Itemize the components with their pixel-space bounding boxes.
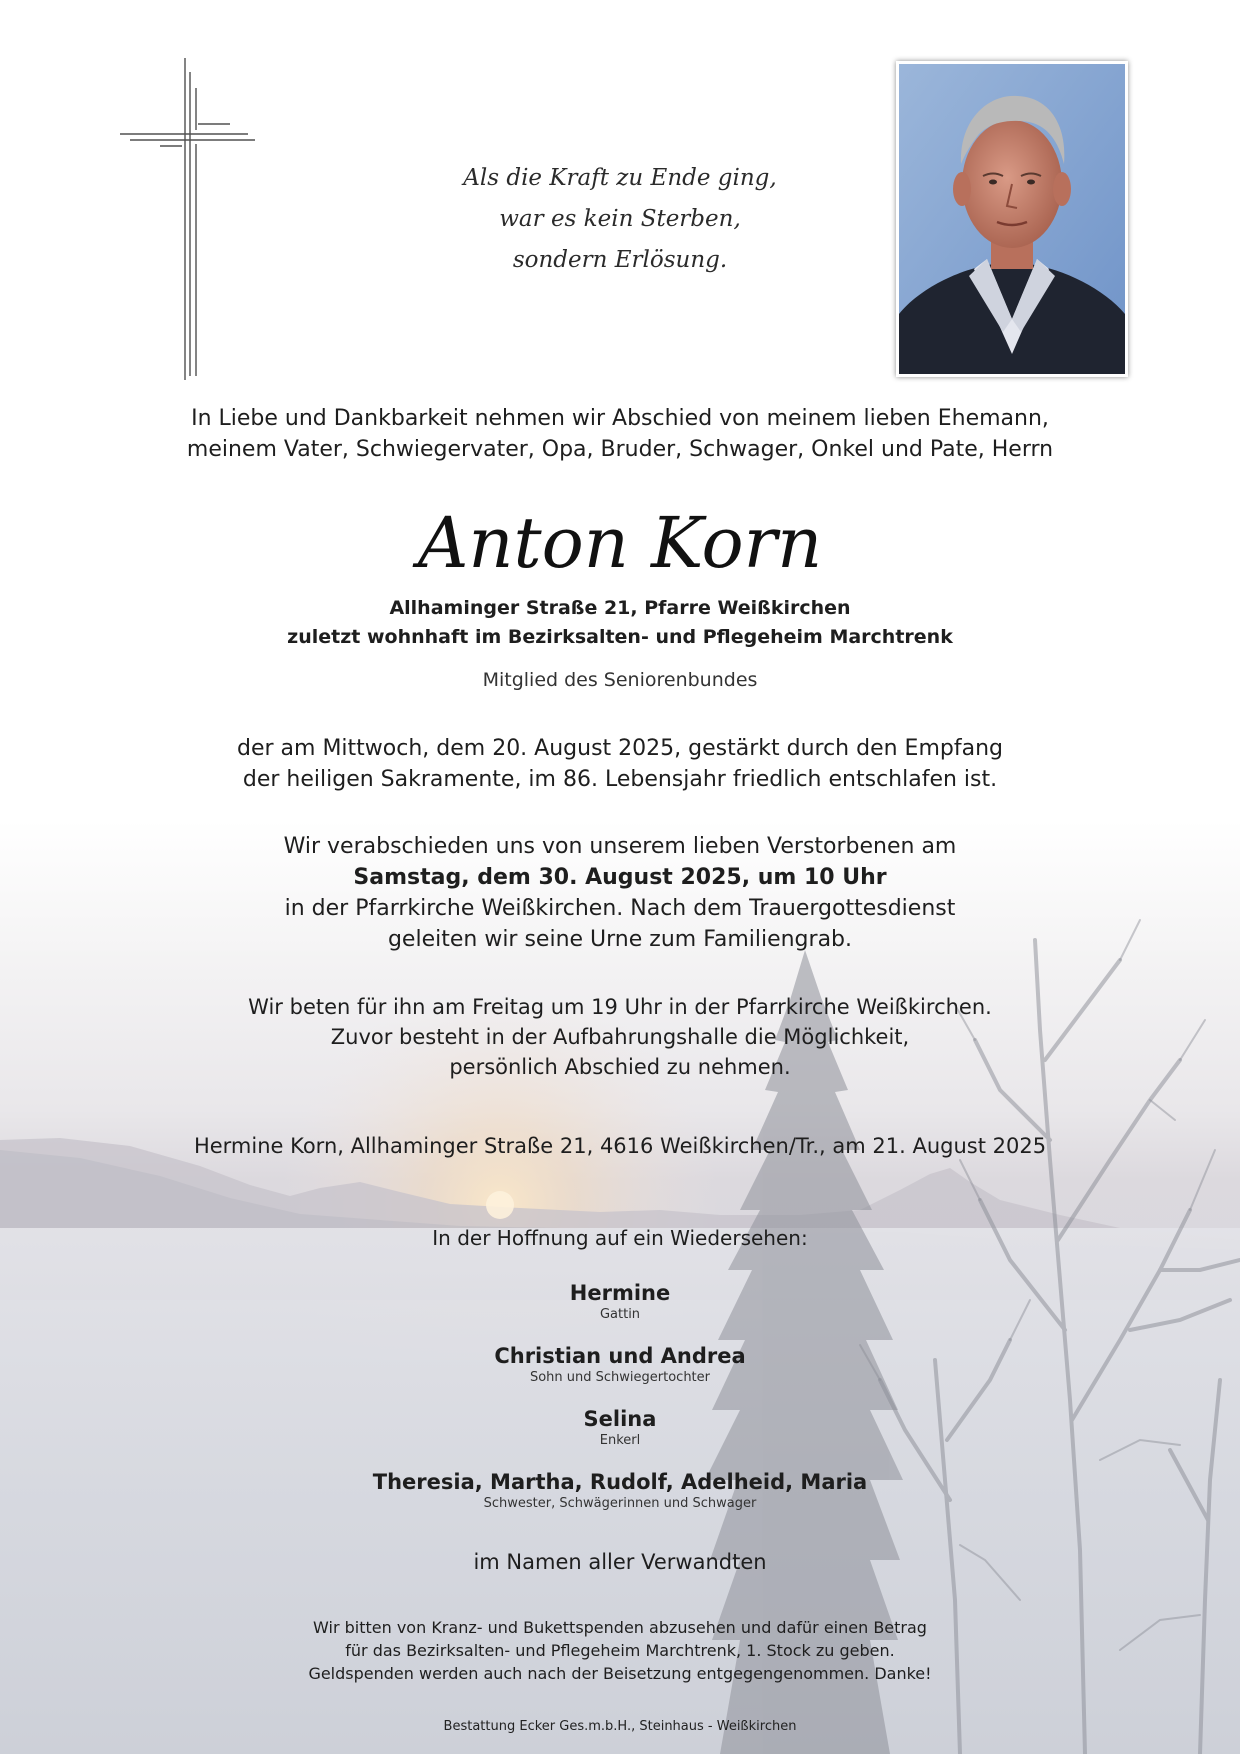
donation-note-line: Wir bitten von Kranz- und Bukettspenden abzusehen und dafür einen Betrag [313, 1618, 927, 1637]
mourner-name: Christian und Andrea [494, 1344, 746, 1368]
quote-line: sondern Erlösung. [512, 247, 728, 273]
mourner-relation: Schwester, Schwägerinnen und Schwager [483, 1496, 757, 1511]
mourner-entry [60, 1405, 1180, 1449]
mourner-name: Selina [583, 1407, 657, 1431]
address-line: Allhaminger Straße 21, Pfarre Weißkirchen [389, 597, 851, 619]
death-notice-line: der am Mittwoch, dem 20. August 2025, gestärkt durch den Empfang [237, 736, 1003, 761]
undertaker-credit: Bestattung Ecker Ges.m.b.H., Steinhaus - Weißkirchen [443, 1719, 797, 1734]
cross-icon [120, 58, 255, 380]
quote-line: war es kein Sterben, [499, 206, 741, 232]
intro-line: meinem Vater, Schwiegervater, Opa, Bruder, Schwager, Onkel und Pate, Herrn [186, 437, 1054, 462]
farewell-line: in der Pfarrkirche Weißkirchen. Nach dem Trauergottesdienst [284, 896, 956, 921]
membership-text: Mitglied des Seniorenbundes [482, 669, 758, 691]
mourner-entry [60, 1279, 1180, 1323]
signer-line: Hermine Korn, Allhaminger Straße 21, 4616 Weißkirchen/Tr., am 21. August 2025 [193, 1134, 1047, 1158]
donation-note-line: für das Bezirksalten- und Pflegeheim Marchtrenk, 1. Stock zu geben. [345, 1641, 895, 1660]
mourner-name: Hermine [569, 1281, 671, 1305]
funeral-date: Samstag, dem 30. August 2025, um 10 Uhr [353, 865, 887, 890]
prayer-line: Wir beten für ihn am Freitag um 19 Uhr in der Pfarrkirche Weißkirchen. [248, 995, 992, 1019]
deceased-address [60, 594, 1180, 652]
mourner-relation: Sohn und Schwiegertochter [529, 1370, 711, 1385]
donation-note-line: Geldspenden werden auch nach der Beisetzung entgegengenommen. Danke! [308, 1664, 932, 1683]
intro-text [60, 403, 1180, 465]
death-notice [60, 733, 1180, 795]
address-line: zuletzt wohnhaft im Bezirksalten- und Pflegeheim Marchtrenk [287, 626, 953, 648]
prayer-line: Zuvor besteht in der Aufbahrungshalle die Möglichkeit, [330, 1025, 910, 1049]
memorial-quote [420, 158, 820, 281]
mourner-relation: Enkerl [599, 1433, 641, 1448]
donation-note [60, 1616, 1180, 1685]
mourner-entry [60, 1468, 1180, 1512]
farewell-info [60, 831, 1180, 955]
mourner-entry [60, 1342, 1180, 1386]
farewell-intro: Wir verabschieden uns von unserem lieben Verstorbenen am [283, 834, 957, 859]
prayer-line: persönlich Abschied zu nehmen. [449, 1055, 791, 1079]
prayer-info [60, 992, 1180, 1082]
deceased-name: Anton Korn [417, 502, 823, 584]
closing-line: im Namen aller Verwandten [473, 1550, 767, 1574]
portrait-photo [896, 61, 1128, 377]
farewell-line: geleiten wir seine Urne zum Familiengrab. [387, 927, 853, 952]
quote-line: Als die Kraft zu Ende ging, [463, 165, 777, 191]
mourner-relation: Gattin [599, 1307, 641, 1322]
hope-line: In der Hoffnung auf ein Wiedersehen: [432, 1226, 808, 1250]
mourner-name: Theresia, Martha, Rudolf, Adelheid, Maria [372, 1470, 868, 1494]
intro-line: In Liebe und Dankbarkeit nehmen wir Abschied von meinem lieben Ehemann, [191, 406, 1049, 431]
death-notice-line: der heiligen Sakramente, im 86. Lebensjahr friedlich entschlafen ist. [242, 767, 998, 792]
